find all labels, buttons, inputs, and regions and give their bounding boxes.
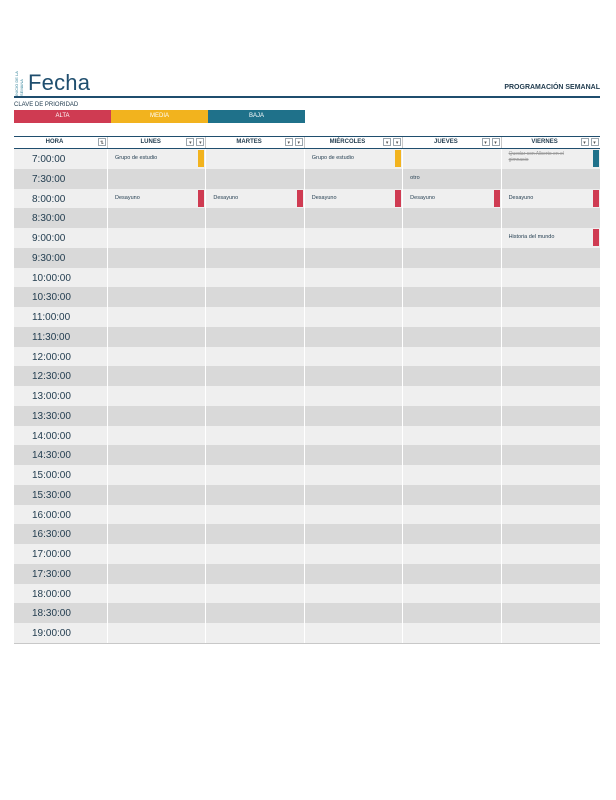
time-cell[interactable] [14,287,108,307]
filter-dropdown-icon[interactable]: ▾ [591,138,599,146]
schedule-cell[interactable] [502,228,600,248]
time-cell[interactable] [14,228,108,248]
time-cell[interactable] [14,603,108,623]
time-cell[interactable] [14,386,108,406]
time-cell[interactable] [14,524,108,544]
schedule-cell[interactable] [108,445,206,465]
page-header [14,68,600,98]
filter-dropdown-icon[interactable]: ⇅ [99,140,105,146]
time-label: 9:30:00 [32,252,66,264]
schedule-cell[interactable] [305,544,403,564]
schedule-body [14,149,600,643]
schedule-cell[interactable] [108,347,206,367]
filter-dropdown-icon[interactable]: ▾ [492,138,500,146]
schedule-cell[interactable] [206,544,304,564]
schedule-cell[interactable] [206,268,304,288]
column-header-jueves [403,137,501,148]
table-row [14,366,600,386]
time-cell[interactable] [14,169,108,189]
schedule-cell[interactable] [305,584,403,604]
column-header-lunes [108,137,206,148]
schedule-cell[interactable] [108,426,206,446]
schedule-cell[interactable] [108,287,206,307]
time-cell[interactable] [14,465,108,485]
schedule-cell[interactable] [403,366,501,386]
column-menu-icon[interactable]: ▾ [383,138,391,146]
time-label: 10:30:00 [32,292,71,304]
schedule-cell[interactable] [108,228,206,248]
week-start-label: INICIO DE LA SEMANA [14,71,24,96]
table-row [14,287,600,307]
priority-marker [198,190,204,207]
schedule-cell[interactable] [305,564,403,584]
table-row [14,386,600,406]
event-text: Desayuno [508,194,534,201]
time-cell[interactable] [14,248,108,268]
event-text: Grupo de estudio [115,155,158,161]
priority-marker [395,190,401,207]
schedule-cell[interactable] [403,287,501,307]
schedule-cell[interactable] [108,366,206,386]
schedule-cell[interactable] [502,623,600,643]
time-cell[interactable] [14,485,108,505]
schedule-cell[interactable] [305,189,403,209]
schedule-cell[interactable] [108,268,206,288]
schedule-cell[interactable] [403,347,501,367]
column-menu-icon[interactable]: ▾ [482,138,490,146]
schedule-cell[interactable] [502,544,600,564]
table-row [14,208,600,228]
schedule-cell[interactable] [502,426,600,446]
column-header-label: HORA [45,139,64,145]
priority-marker [593,229,599,246]
schedule-cell[interactable] [305,347,403,367]
schedule-cell[interactable] [305,248,403,268]
schedule-cell[interactable] [502,564,600,584]
table-row [14,228,600,248]
column-header-label: MARTES [236,139,262,145]
schedule-cell[interactable] [403,406,501,426]
priority-media: MEDIA [111,110,208,123]
schedule-cell[interactable] [108,169,206,189]
schedule-cell[interactable] [403,149,501,169]
column-header-label: MIÉRCOLES [329,139,366,145]
schedule-cell[interactable] [305,169,403,189]
event-text: Desayuno [311,194,337,201]
table-row [14,268,600,288]
schedule-cell[interactable] [206,307,304,327]
schedule-cell[interactable] [305,603,403,623]
schedule-cell[interactable] [502,465,600,485]
time-cell[interactable] [14,445,108,465]
schedule-cell[interactable] [502,366,600,386]
table-row [14,426,600,446]
priority-alta: ALTA [14,110,111,123]
schedule-cell[interactable] [403,426,501,446]
schedule-cell[interactable] [305,406,403,426]
time-label: 17:30:00 [32,568,71,580]
schedule-cell[interactable] [403,268,501,288]
schedule-cell[interactable] [403,327,501,347]
time-label: 9:00:00 [32,233,66,244]
schedule-cell[interactable] [206,465,304,485]
column-header-label: VIERNES [531,139,558,145]
time-label: 10:00:00 [32,272,71,284]
table-row [14,564,600,584]
schedule-cell[interactable] [108,406,206,426]
table-row [14,524,600,544]
schedule-cell[interactable] [502,524,600,544]
schedule-cell[interactable] [502,603,600,623]
table-row [14,347,600,367]
time-label: 19:00:00 [32,628,71,639]
priority-marker [297,190,303,207]
time-label: 18:30:00 [32,608,71,620]
time-label: 11:30:00 [32,331,71,343]
filter-dropdown-icon[interactable]: ▾ [295,138,303,146]
table-row [14,189,600,209]
time-label: 16:00:00 [32,509,71,521]
schedule-cell[interactable] [502,189,600,209]
time-cell[interactable] [14,327,108,347]
schedule-cell[interactable] [502,248,600,268]
schedule-cell[interactable] [206,406,304,426]
table-row [14,406,600,426]
table-row [14,248,600,268]
priority-marker [395,150,401,167]
time-cell[interactable] [14,623,108,643]
time-label: 17:00:00 [32,549,71,560]
time-cell[interactable] [14,347,108,367]
event-text: Desayuno [410,194,435,201]
schedule-cell[interactable] [305,307,403,327]
schedule-cell[interactable] [403,307,501,327]
event-text: Desayuno [213,194,239,201]
schedule-cell[interactable] [403,248,501,268]
column-header-miércoles [305,137,403,148]
schedule-cell[interactable] [206,386,304,406]
event-text: otro [410,174,420,181]
event-text: Historia del mundo [508,234,555,240]
table-row [14,465,600,485]
column-header-label: JUEVES [434,139,458,145]
time-label: 12:00:00 [32,351,71,363]
schedule-cell[interactable] [403,189,501,209]
schedule-cell[interactable] [108,623,206,643]
schedule-cell[interactable] [305,465,403,485]
schedule-cell[interactable] [502,327,600,347]
schedule-cell[interactable] [206,623,304,643]
schedule-cell[interactable] [502,485,600,505]
schedule-grid [14,136,600,643]
time-cell[interactable] [14,505,108,525]
priority-marker [593,190,599,207]
table-row [14,603,600,623]
time-label: 15:00:00 [32,470,71,481]
schedule-cell[interactable] [108,149,206,169]
schedule-cell[interactable] [305,386,403,406]
time-cell[interactable] [14,564,108,584]
time-cell[interactable] [14,544,108,564]
time-cell[interactable] [14,366,108,386]
schedule-cell[interactable] [206,327,304,347]
priority-marker [494,190,500,207]
filter-dropdown-icon[interactable]: ▾ [393,138,401,146]
schedule-cell[interactable] [305,268,403,288]
schedule-cell[interactable] [305,426,403,446]
schedule-cell[interactable] [108,386,206,406]
schedule-header-row [14,136,600,149]
schedule-cell[interactable] [206,347,304,367]
schedule-cell[interactable] [502,307,600,327]
schedule-cell[interactable] [108,485,206,505]
schedule-cell[interactable] [108,465,206,485]
schedule-cell[interactable] [502,347,600,367]
schedule-cell[interactable] [502,584,600,604]
schedule-cell[interactable] [206,603,304,623]
event-text: Desayuno [115,194,140,201]
time-label: 12:30:00 [32,371,71,383]
table-row [14,327,600,347]
schedule-cell[interactable] [108,603,206,623]
schedule-cell[interactable] [403,445,501,465]
priority-key [14,101,305,123]
schedule-cell[interactable] [305,327,403,347]
table-row [14,623,600,643]
schedule-cell[interactable] [403,485,501,505]
schedule-cell[interactable] [403,564,501,584]
column-menu-icon[interactable]: ▾ [285,138,293,146]
schedule-cell[interactable] [206,169,304,189]
header-divider [14,96,600,98]
schedule-cell[interactable] [403,584,501,604]
schedule-cell[interactable] [108,248,206,268]
time-label: 11:00:00 [32,312,71,323]
schedule-cell[interactable] [403,623,501,643]
table-row [14,445,600,465]
schedule-cell[interactable] [108,307,206,327]
column-menu-icon[interactable]: ▾ [186,138,194,146]
schedule-cell[interactable] [206,524,304,544]
page-subtitle: PROGRAMACIÓN SEMANAL [504,84,600,91]
schedule-cell[interactable] [305,287,403,307]
schedule-cell[interactable] [403,505,501,525]
table-row [14,169,600,189]
schedule-cell[interactable] [108,208,206,228]
schedule-cell[interactable] [502,445,600,465]
priority-baja: BAJA [208,110,305,123]
column-header-viernes [502,137,600,148]
time-cell[interactable] [14,406,108,426]
time-label: 7:00:00 [32,154,66,165]
time-label: 18:00:00 [32,588,71,600]
schedule-cell[interactable] [206,485,304,505]
schedule-cell[interactable] [403,386,501,406]
schedule-cell[interactable] [305,228,403,248]
event-text: Grupo de estudio [311,155,354,161]
time-label: 16:30:00 [32,529,71,541]
time-label: 13:00:00 [32,391,71,402]
schedule-cell[interactable] [502,149,600,169]
schedule-cell[interactable] [206,248,304,268]
schedule-cell[interactable] [108,189,206,209]
schedule-cell[interactable] [108,564,206,584]
table-row [14,544,600,564]
schedule-cell[interactable] [305,366,403,386]
time-cell[interactable] [14,268,108,288]
time-label: 8:30:00 [32,213,66,225]
column-header-label: LUNES [140,139,161,145]
schedule-cell[interactable] [206,366,304,386]
schedule-cell[interactable] [206,208,304,228]
table-row [14,485,600,505]
schedule-cell[interactable] [206,564,304,584]
time-cell[interactable] [14,307,108,327]
schedule-cell[interactable] [305,208,403,228]
schedule-cell[interactable] [305,445,403,465]
schedule-cell[interactable] [403,228,501,248]
schedule-cell[interactable] [502,406,600,426]
time-cell[interactable] [14,584,108,604]
schedule-cell[interactable] [206,426,304,446]
table-row [14,149,600,169]
schedule-cell[interactable] [108,524,206,544]
schedule-cell[interactable] [502,268,600,288]
priority-marker [593,150,599,167]
schedule-cell[interactable] [108,584,206,604]
schedule-cell[interactable] [502,208,600,228]
schedule-cell[interactable] [305,623,403,643]
table-row [14,307,600,327]
schedule-cell[interactable] [305,505,403,525]
schedule-cell[interactable] [502,169,600,189]
schedule-cell[interactable] [305,149,403,169]
page-title[interactable]: Fecha [28,70,91,95]
schedule-cell[interactable] [305,524,403,544]
filter-dropdown-icon[interactable]: ▾ [196,138,204,146]
time-label: 8:00:00 [32,193,66,205]
schedule-cell[interactable] [206,189,304,209]
schedule-cell[interactable] [206,505,304,525]
time-cell[interactable] [14,149,108,169]
time-label: 14:00:00 [32,430,71,442]
schedule-cell[interactable] [403,465,501,485]
schedule-cell[interactable] [206,584,304,604]
schedule-cell[interactable] [403,603,501,623]
time-label: 7:30:00 [32,173,66,185]
schedule-cell[interactable] [403,208,501,228]
schedule-cell[interactable] [108,544,206,564]
schedule-cell[interactable] [502,287,600,307]
schedule-cell[interactable] [206,228,304,248]
time-label: 14:30:00 [32,450,71,462]
table-row [14,505,600,525]
schedule-cell[interactable] [206,445,304,465]
time-label: 13:30:00 [32,410,71,422]
schedule-cell[interactable] [206,149,304,169]
time-label: 15:30:00 [32,489,71,501]
schedule-cell[interactable] [305,485,403,505]
schedule-cell[interactable] [108,327,206,347]
schedule-cell[interactable] [403,524,501,544]
column-header-martes [206,137,304,148]
column-menu-icon[interactable]: ▾ [581,138,589,146]
time-cell[interactable] [14,208,108,228]
column-header-hora [14,137,108,148]
schedule-cell[interactable] [403,544,501,564]
time-cell[interactable] [14,189,108,209]
schedule-cell[interactable] [502,505,600,525]
schedule-cell[interactable] [403,169,501,189]
grid-bottom-divider [14,643,600,644]
time-cell[interactable] [14,426,108,446]
priority-marker [198,150,204,167]
priority-key-bar [14,110,305,123]
schedule-cell[interactable] [206,287,304,307]
schedule-cell[interactable] [108,505,206,525]
event-text: Quedar con Alberto en el gimnasio [508,151,564,163]
table-row [14,584,600,604]
schedule-cell[interactable] [502,386,600,406]
priority-key-caption: CLAVE DE PRIORIDAD [14,102,79,108]
